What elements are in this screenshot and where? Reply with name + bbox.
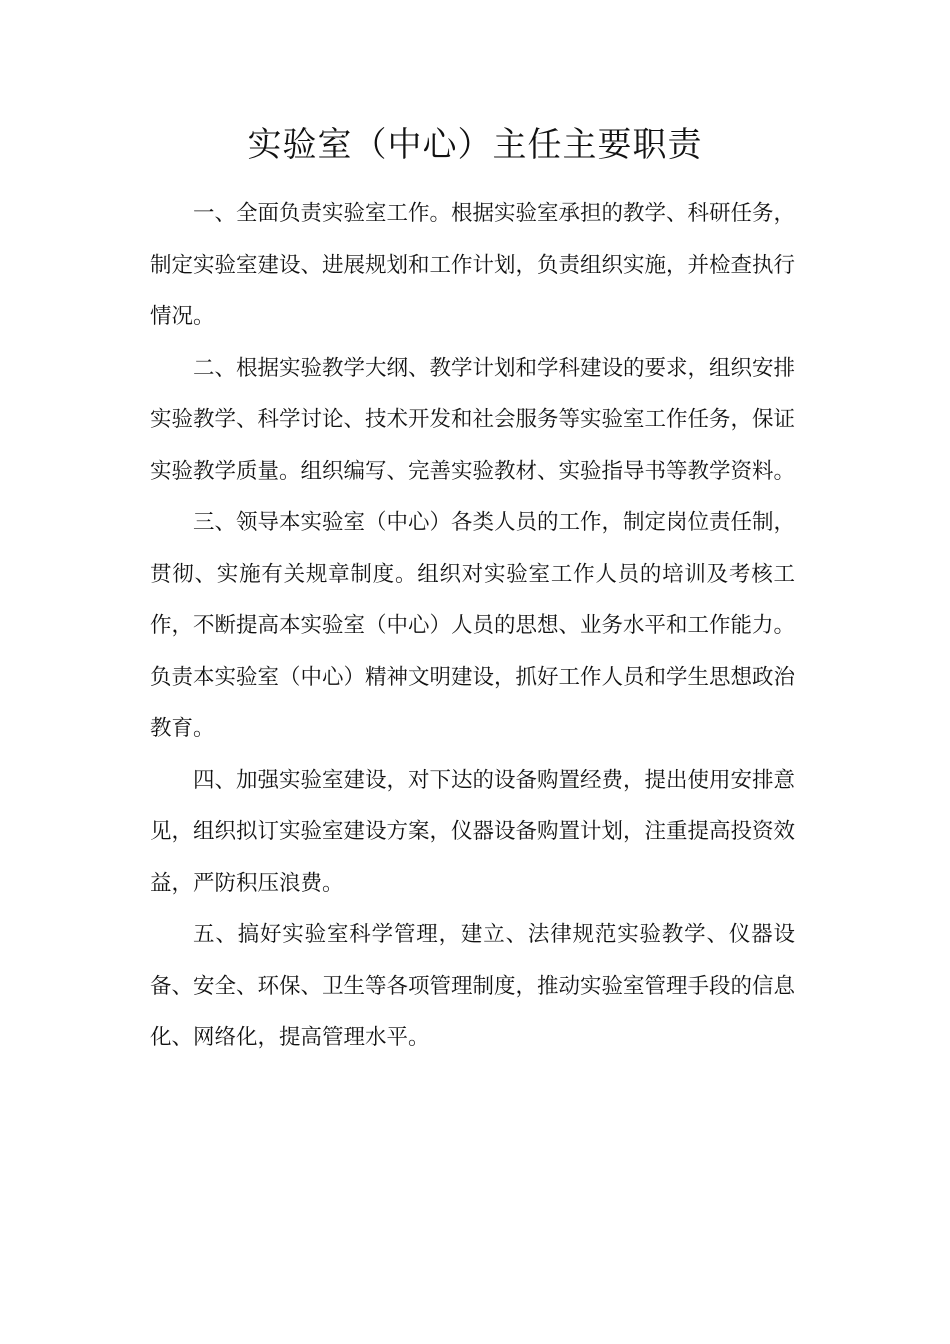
- paragraph-2: 二、根据实验教学大纲、教学计划和学科建设的要求，组织安排实验教学、科学讨论、技术开发和社会服务等实验室工作任务，保证实验教学质量。组织编写、完善实验教材、实验指导书等教学资料。: [150, 355, 796, 484]
- paragraph-1: 一、全面负责实验室工作。根据实验室承担的教学、科研任务，制定实验室建设、进展规划和工作计划，负责组织实施，并检查执行情况。: [150, 201, 796, 329]
- paragraph-3: 三、领导本实验室（中心）各类人员的工作，制定岗位责任制，贯彻、实施有关规章制度。组织对实验室工作人员的培训及考核工作，不断提高本实验室（中心）人员的思想、业务水平和工作能力。负责本实验室（中心）精神文明建设，抓好工作人员和学生思想政治教育。: [150, 510, 796, 741]
- document-body: [150, 188, 795, 1064]
- paragraph-5: 五、搞好实验室科学管理，建立、法律规范实验教学、仪器设备、安全、环保、卫生等各项管理制度，推动实验室管理手段的信息化、网络化，提高管理水平。: [150, 922, 796, 1050]
- paragraph-4: 四、加强实验室建设，对下达的设备购置经费，提出使用安排意见，组织拟订实验室建设方案，仪器设备购置计划，注重提高投资效益，严防积压浪费。: [150, 767, 796, 896]
- document-title: 实验室（中心）主任主要职责: [247, 125, 703, 165]
